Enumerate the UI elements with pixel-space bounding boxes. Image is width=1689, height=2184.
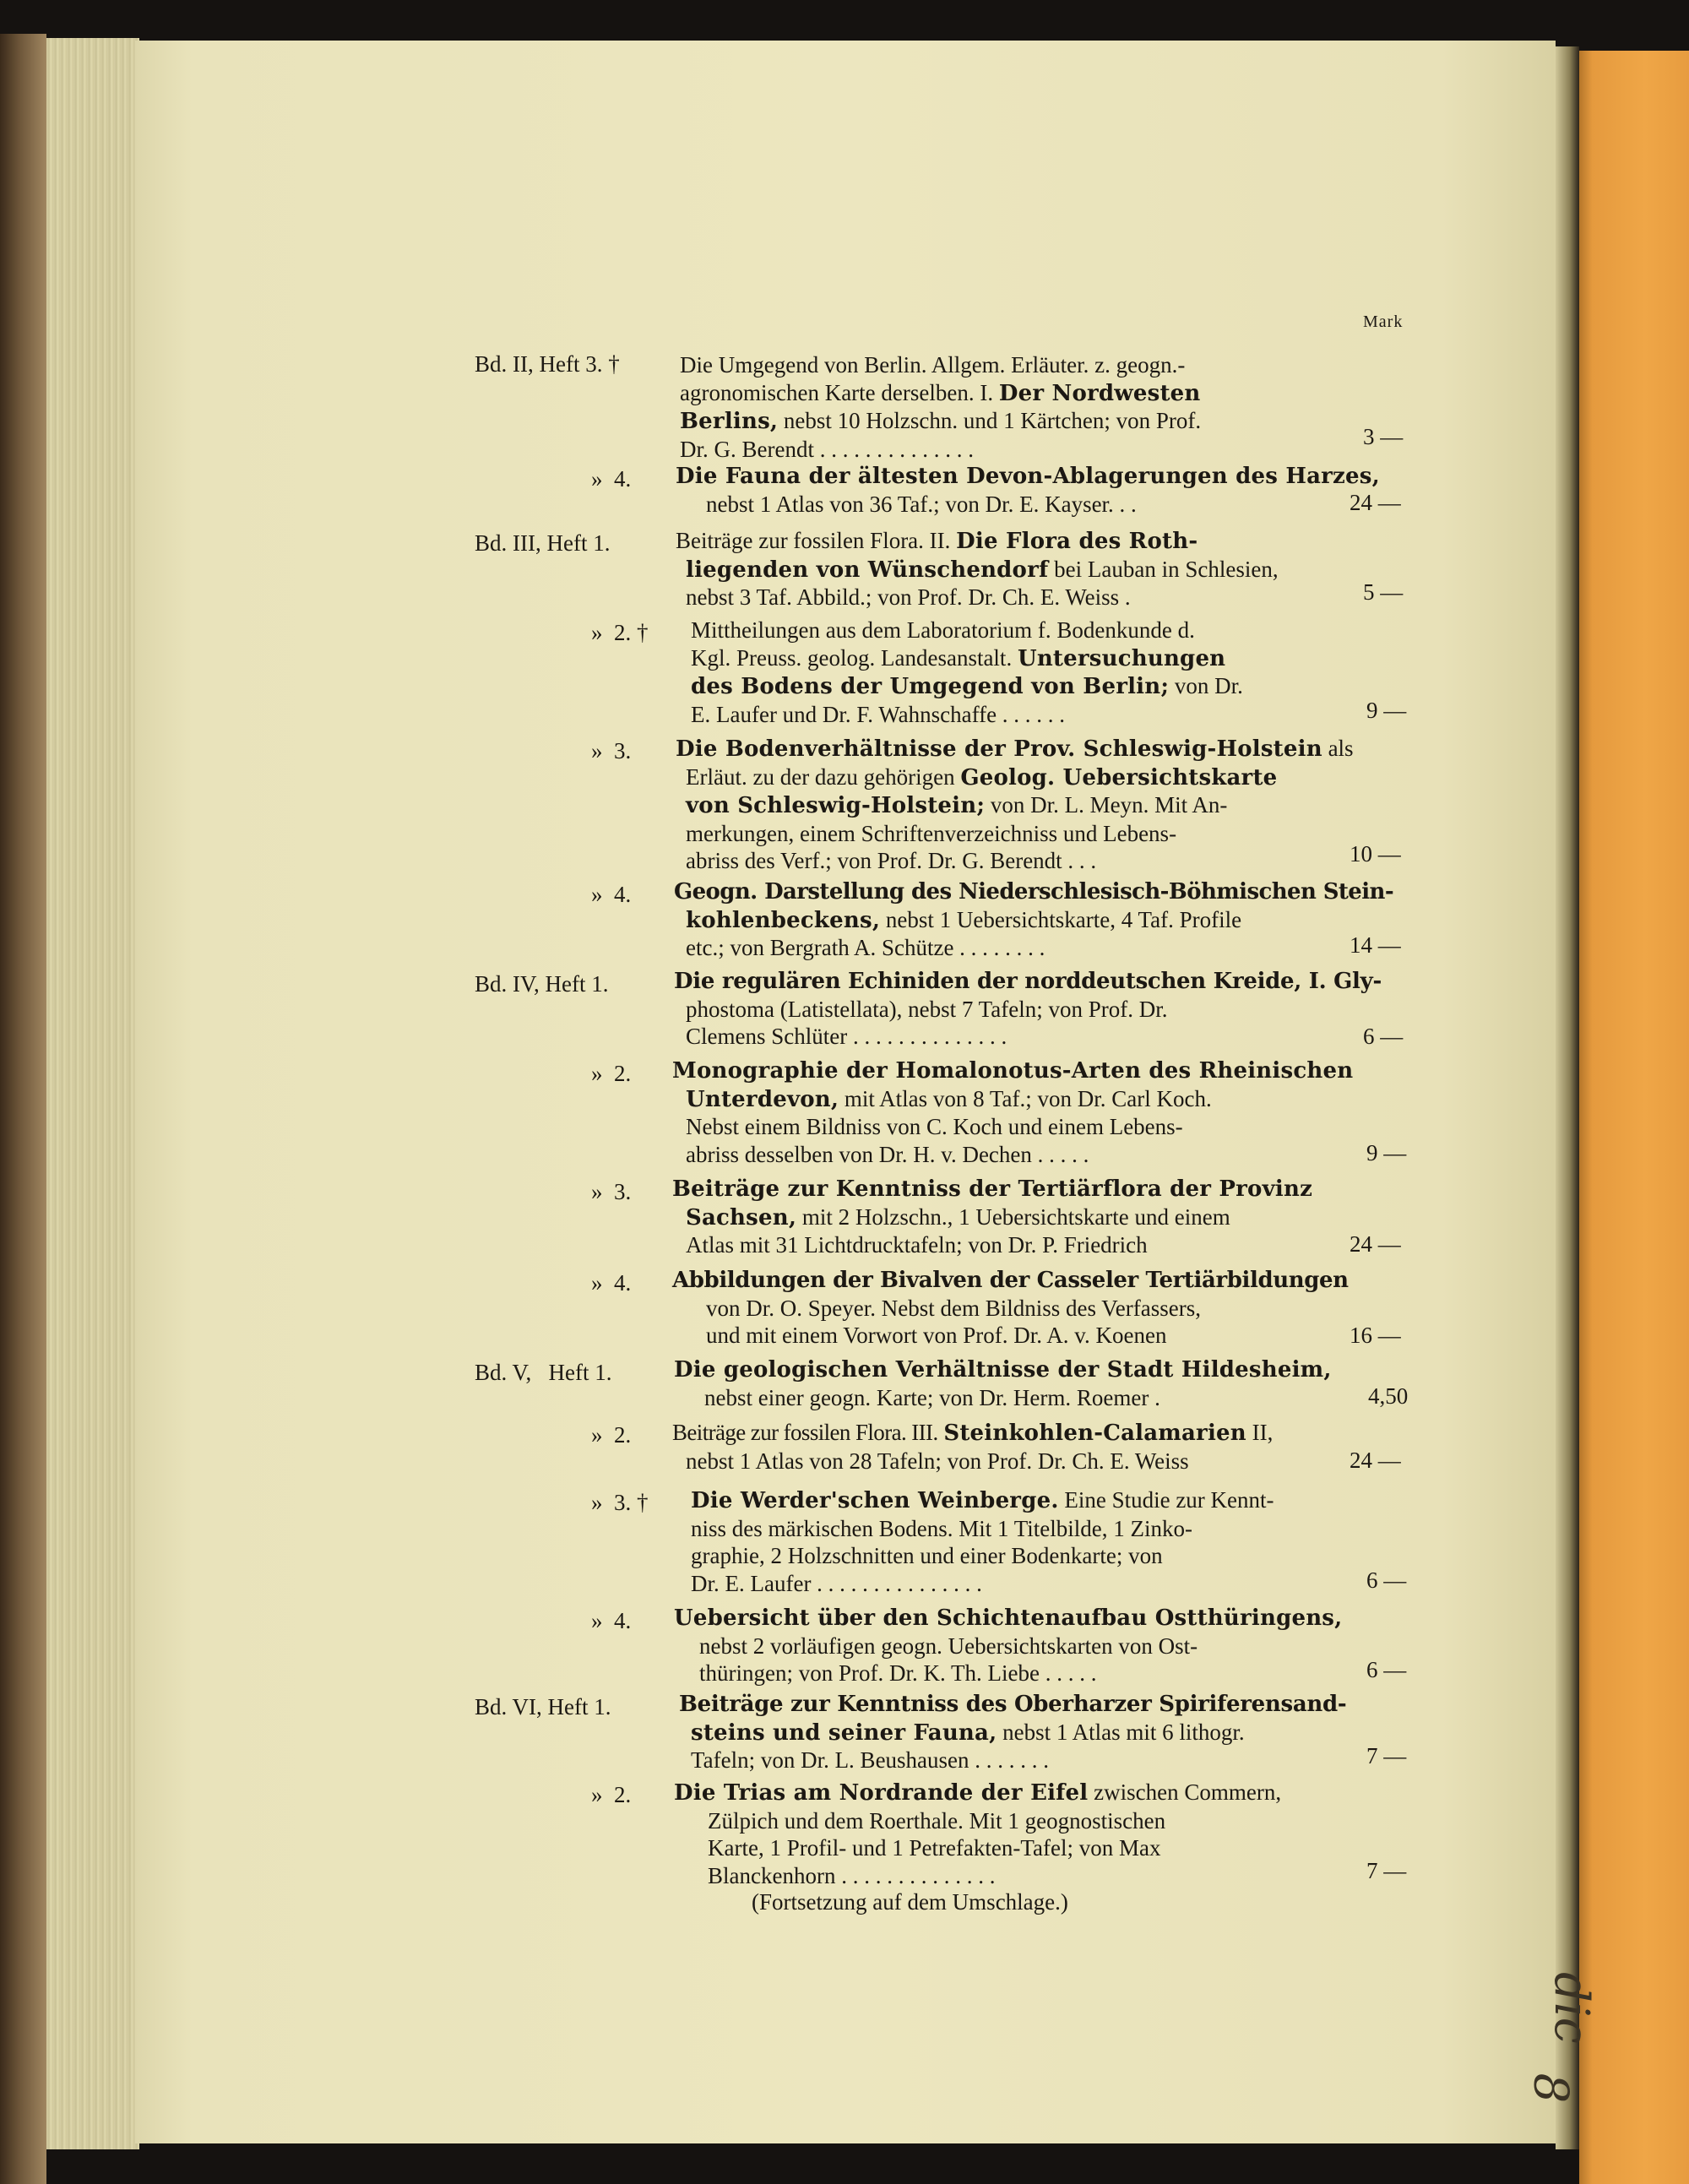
price: 7 — bbox=[1366, 1743, 1407, 1768]
entry-title: des Bodens der Umgegend von Berlin; bbox=[691, 674, 1170, 699]
volume: » bbox=[591, 1179, 603, 1204]
entry-line: niss des märkischen Bodens. Mit 1 Titelbilde, 1 Zinko- bbox=[691, 1515, 1192, 1541]
entry-title: steins und seiner Fauna, bbox=[691, 1719, 997, 1746]
heft: Heft 1. bbox=[546, 530, 611, 556]
volume: » bbox=[591, 1422, 603, 1448]
entry-title: liegenden von Wünschendorf bbox=[686, 557, 1049, 583]
entry-title: Uebersicht über den Schichtenaufbau Ostthüringens, bbox=[674, 1605, 1343, 1631]
entry-ref bbox=[591, 1270, 659, 1296]
volume: » bbox=[591, 1061, 603, 1086]
entry-ref bbox=[591, 882, 659, 908]
entry-line: bei Lauban in Schlesien, bbox=[1054, 556, 1279, 582]
entry-title: Die Werder'schen Weinberge. bbox=[691, 1488, 1059, 1513]
volume: Bd. IV, bbox=[475, 971, 540, 997]
dagger: † bbox=[608, 351, 620, 377]
dagger: † bbox=[637, 620, 649, 645]
entry-line: von Dr. L. Meyn. Mit An- bbox=[990, 792, 1228, 818]
heft: 4. bbox=[614, 1608, 632, 1633]
entry-title: Beiträge zur Kenntniss des Oberharzer Spiriferensand- bbox=[679, 1692, 1347, 1717]
entry-line: nebst 1 Atlas mit 6 lithogr. bbox=[1002, 1719, 1245, 1745]
dagger: † bbox=[637, 1490, 649, 1515]
entry-line: nebst 10 Holzschn. und 1 Kärtchen; von Prof. bbox=[783, 408, 1202, 433]
entry-line: nebst 1 Uebersichtskarte, 4 Taf. Profile bbox=[885, 906, 1242, 932]
heft: 3. bbox=[614, 1179, 632, 1204]
entry-line: Blanckenhorn . . . . . . . . . . . . . . bbox=[708, 1862, 996, 1888]
volume: » bbox=[591, 1270, 603, 1296]
entry-line: abriss des Verf.; von Prof. Dr. G. Berendt . . . bbox=[686, 848, 1097, 873]
entry-line: Eine Studie zur Kennt- bbox=[1064, 1487, 1274, 1513]
volume: » bbox=[591, 466, 603, 492]
entry-text bbox=[676, 527, 1330, 611]
heft: Heft 3. bbox=[539, 351, 603, 377]
entry-ref bbox=[591, 1179, 659, 1205]
entry-line: Kgl. Preuss. geolog. Landesanstalt. bbox=[691, 644, 1013, 671]
entry-ref bbox=[475, 1694, 611, 1720]
entry-title: Die geologischen Verhältnisse der Stadt Hildesheim, bbox=[674, 1357, 1332, 1383]
volume: » bbox=[591, 1490, 603, 1515]
price: 10 — bbox=[1350, 841, 1401, 867]
entry-title: Berlins, bbox=[680, 409, 779, 434]
heft: 2. bbox=[614, 1422, 632, 1448]
entry-line: Karte, 1 Profil- und 1 Petrefakten-Tafel; von Max bbox=[708, 1835, 1161, 1861]
entry-line: als bbox=[1328, 736, 1354, 761]
entry-title: Abbildungen der Bivalven der Casseler Tertiärbildungen bbox=[672, 1268, 1349, 1293]
price: 6 — bbox=[1366, 1657, 1407, 1682]
price: 6 — bbox=[1363, 1024, 1404, 1049]
entry-title: Steinkohlen-Calamarien bbox=[943, 1421, 1246, 1446]
price: 7 — bbox=[1366, 1858, 1407, 1883]
volume: Bd. VI, bbox=[475, 1694, 542, 1719]
price: 14 — bbox=[1350, 932, 1401, 958]
entry-ref bbox=[591, 738, 659, 764]
volume: » bbox=[591, 1782, 603, 1807]
entry-line: abriss desselben von Dr. H. v. Dechen . . . . . bbox=[686, 1141, 1089, 1167]
volume: Bd. V, bbox=[475, 1360, 532, 1385]
entry-line: von Dr. bbox=[1174, 673, 1243, 698]
continuation-note: (Fortsetzung auf dem Umschlage.) bbox=[752, 1889, 1068, 1915]
entry-title: Geogn. Darstellung des Niederschlesisch-Böhmischen Stein- bbox=[674, 879, 1394, 905]
price: 16 — bbox=[1350, 1323, 1401, 1348]
heft: 4. bbox=[614, 466, 632, 492]
entry-title: kohlenbeckens, bbox=[686, 907, 881, 933]
price: 9 — bbox=[1366, 1140, 1407, 1165]
volume: » bbox=[591, 738, 603, 763]
entry-line: etc.; von Bergrath A. Schütze . . . . . . . . bbox=[686, 935, 1045, 960]
entry-ref bbox=[591, 466, 659, 492]
entry-title: Die Bodenverhältnisse der Prov. Schleswig-Holstein bbox=[676, 736, 1322, 762]
margin-mark: dic bbox=[1544, 1971, 1599, 2045]
entry-text bbox=[691, 617, 1330, 728]
entry-line: merkungen, einem Schriftenverzeichniss und Lebens- bbox=[686, 820, 1177, 846]
entry-line: zwischen Commern, bbox=[1094, 1779, 1282, 1805]
entry-text bbox=[679, 1691, 1347, 1774]
entry-line: mit 2 Holzschn., 1 Uebersichtskarte und einem bbox=[801, 1203, 1230, 1230]
entry-title: Der Nordwesten bbox=[998, 380, 1201, 406]
heft: 2. bbox=[614, 1782, 632, 1807]
entry-title: Die Flora des Roth- bbox=[956, 529, 1198, 554]
entry-ref bbox=[475, 351, 620, 378]
entry-ref bbox=[591, 1608, 659, 1634]
entry-title: Untersuchungen bbox=[1017, 645, 1226, 671]
entry-text bbox=[674, 1605, 1343, 1687]
entry-ref bbox=[475, 1360, 612, 1386]
entry-text bbox=[674, 1356, 1330, 1411]
heft: Heft 1. bbox=[545, 971, 609, 997]
heft: Heft 1. bbox=[547, 1694, 611, 1719]
entry-line: Mittheilungen aus dem Laboratorium f. Bodenkunde d. bbox=[691, 617, 1195, 643]
entry-line: Beiträge zur fossilen Flora. III. bbox=[672, 1420, 938, 1445]
volume: » bbox=[591, 882, 603, 907]
entry-line: Dr. G. Berendt . . . . . . . . . . . . . . bbox=[680, 436, 974, 462]
entry-line: Nebst einem Bildniss von C. Koch und einem Lebens- bbox=[686, 1114, 1183, 1139]
heft: 3. bbox=[614, 1490, 632, 1515]
entry-title: Die Trias am Nordrande der Eifel bbox=[674, 1780, 1089, 1806]
entry-text bbox=[672, 1057, 1354, 1168]
entry-ref bbox=[591, 1490, 684, 1516]
entry-line: und mit einem Vorwort von Prof. Dr. A. v. Koenen bbox=[706, 1323, 1167, 1348]
entry-line: Zülpich und dem Roerthale. Mit 1 geognostischen bbox=[708, 1807, 1166, 1834]
heft: 4. bbox=[614, 882, 632, 907]
entry-line: E. Laufer und Dr. F. Wahnschaffe . . . . . . bbox=[691, 701, 1066, 727]
entry-line: graphie, 2 Holzschnitten und einer Bodenkarte; von bbox=[691, 1543, 1163, 1568]
column-header: Mark bbox=[1363, 312, 1404, 331]
margin-mark: 8 bbox=[1523, 2073, 1578, 2104]
volume: Bd. II, bbox=[475, 351, 534, 377]
heft: 2. bbox=[614, 620, 632, 645]
entry-title: Sachsen, bbox=[686, 1204, 797, 1231]
entry-title: von Schleswig-Holstein; bbox=[686, 793, 986, 818]
entry-line: nebst einer geogn. Karte; von Dr. Herm. Roemer . bbox=[704, 1384, 1160, 1410]
heft: 2. bbox=[614, 1061, 632, 1086]
entry-title: Geolog. Uebersichtskarte bbox=[960, 764, 1278, 790]
price: 9 — bbox=[1366, 698, 1407, 723]
entry-line: Die Umgegend von Berlin. Allgem. Erläuter. z. geogn.- bbox=[680, 352, 1186, 378]
price: 24 — bbox=[1350, 1448, 1401, 1473]
entry-title: Die regulären Echiniden der norddeutschen Kreide, I. Gly- bbox=[674, 969, 1382, 994]
entry-line: thüringen; von Prof. Dr. K. Th. Liebe . . . . . bbox=[699, 1660, 1097, 1686]
entry-ref bbox=[475, 530, 610, 557]
entry-line: von Dr. O. Speyer. Nebst dem Bildniss des Verfassers, bbox=[706, 1295, 1201, 1321]
entry-text bbox=[691, 1486, 1330, 1597]
entry-ref bbox=[591, 620, 684, 646]
price: 6 — bbox=[1366, 1567, 1407, 1593]
entry-line: nebst 1 Atlas von 28 Tafeln; von Prof. Dr. Ch. E. Weiss bbox=[686, 1448, 1189, 1474]
entry-line: II, bbox=[1252, 1420, 1274, 1445]
entry-line: nebst 2 vorläufigen geogn. Uebersichtskarten von Ost- bbox=[699, 1633, 1198, 1659]
entry-title: Beiträge zur Kenntniss der Tertiärflora der Provinz bbox=[672, 1176, 1313, 1202]
volume: » bbox=[591, 620, 603, 645]
entry-text bbox=[672, 1267, 1349, 1350]
entry-line: nebst 3 Taf. Abbild.; von Prof. Dr. Ch. E. Weiss . bbox=[686, 584, 1131, 610]
entry-text bbox=[674, 1779, 1330, 1889]
entry-line: mit Atlas von 8 Taf.; von Dr. Carl Koch. bbox=[844, 1085, 1212, 1111]
entry-ref bbox=[475, 971, 609, 997]
entry-ref bbox=[591, 1061, 659, 1087]
entry-text bbox=[676, 735, 1354, 875]
entry-title: Die Fauna der ältesten Devon-Ablagerungen des Harzes, bbox=[676, 464, 1380, 489]
price: 24 — bbox=[1350, 1231, 1401, 1257]
entry-text bbox=[672, 1176, 1330, 1259]
heft: 4. bbox=[614, 1270, 632, 1296]
heft: 3. bbox=[614, 738, 632, 763]
volume: Bd. III, bbox=[475, 530, 541, 556]
entry-line: Erläut. zu der dazu gehörigen bbox=[686, 763, 955, 790]
volume: » bbox=[591, 1608, 603, 1633]
entry-line: agronomischen Karte derselben. I. bbox=[680, 379, 994, 405]
entry-line: Atlas mit 31 Lichtdrucktafeln; von Dr. P. Friedrich bbox=[686, 1232, 1148, 1258]
entry-text bbox=[672, 1419, 1330, 1475]
entry-ref bbox=[591, 1422, 659, 1448]
entry-ref bbox=[591, 1782, 659, 1808]
price: 24 — bbox=[1350, 490, 1401, 515]
entry-line: Tafeln; von Dr. L. Beushausen . . . . . . . bbox=[691, 1747, 1050, 1773]
entry-line: Beiträge zur fossilen Flora. II. bbox=[676, 528, 951, 553]
entry-line: Dr. E. Laufer . . . . . . . . . . . . . . . bbox=[691, 1570, 982, 1596]
entry-line: nebst 1 Atlas von 36 Taf.; von Dr. E. Kayser. . . bbox=[706, 491, 1137, 517]
entry-line: Clemens Schlüter . . . . . . . . . . . . . . bbox=[686, 1024, 1007, 1049]
entry-title: Monographie der Homalonotus-Arten des Rheinischen bbox=[672, 1058, 1354, 1084]
heft: Heft 1. bbox=[548, 1360, 612, 1385]
price: 3 — bbox=[1363, 424, 1404, 449]
entry-text bbox=[680, 351, 1330, 463]
entry-text bbox=[674, 968, 1382, 1051]
entry-title: Unterdevon, bbox=[686, 1086, 839, 1112]
entry-line: phostoma (Latistellata), nebst 7 Tafeln; von Prof. Dr. bbox=[686, 996, 1168, 1022]
price: 5 — bbox=[1363, 579, 1404, 605]
price: 4,50 bbox=[1368, 1383, 1409, 1409]
